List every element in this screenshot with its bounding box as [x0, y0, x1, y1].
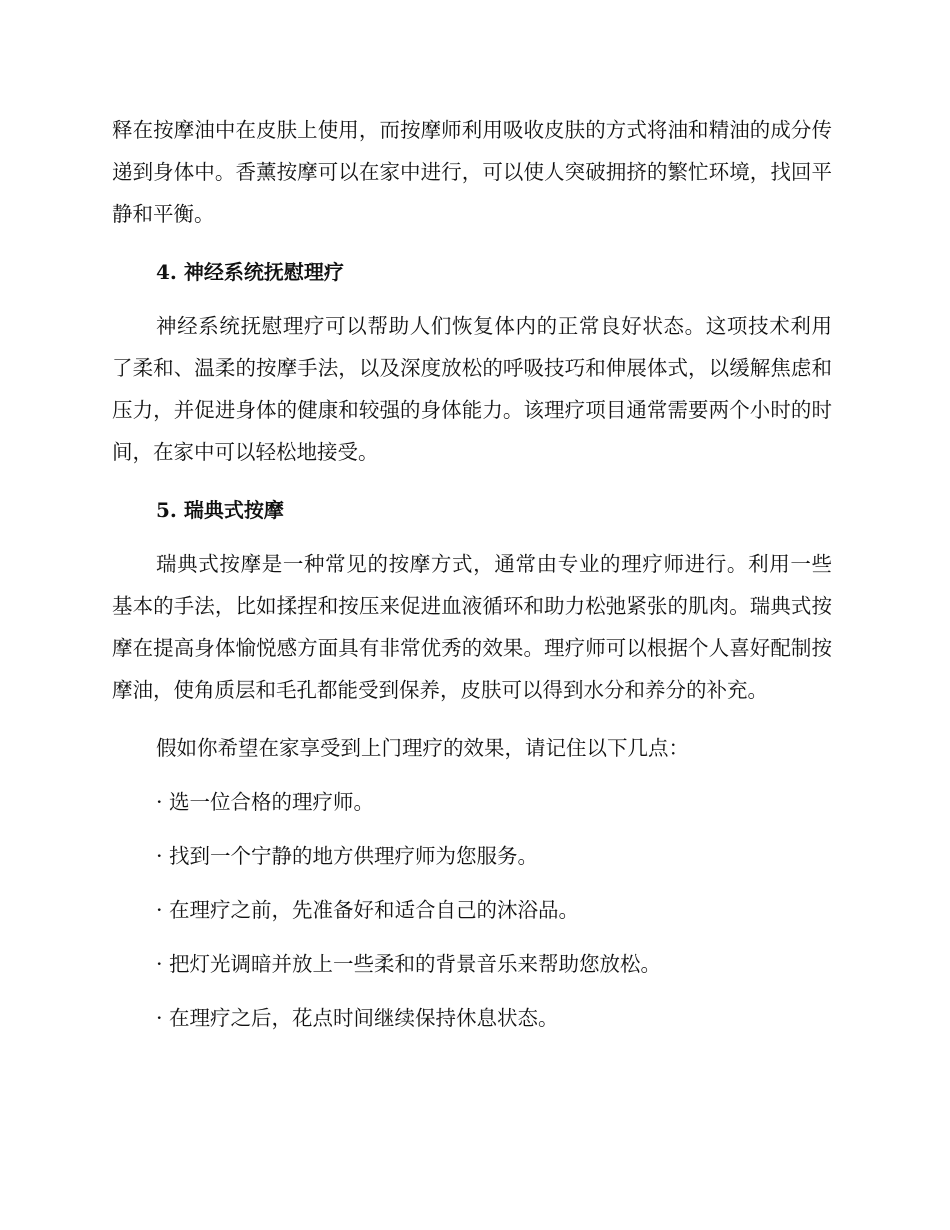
tip-item: · 把灯光调暗并放上一些柔和的背景音乐来帮助您放松。 [156, 952, 662, 976]
tip-item: · 在理疗之后，花点时间继续保持休息状态。 [156, 1006, 559, 1030]
section-5-heading: 5. 瑞典式按摩 [156, 498, 284, 522]
tip-item: · 在理疗之前，先准备好和适合自己的沐浴品。 [156, 898, 580, 922]
continuation-paragraph: 释在按摩油中在皮肤上使用，而按摩师利用吸收皮肤的方式将油和精油的成分传递到身体中。香薰按摩可以在家中进行，可以使人突破拥挤的繁忙环境，找回平静和平衡。 [112, 118, 832, 226]
section-4-heading: 4. 神经系统抚慰理疗 [156, 260, 344, 284]
tips-intro: 假如你希望在家享受到上门理疗的效果，请记住以下几点： [156, 736, 689, 760]
tips-list [112, 781, 832, 1039]
section-4-body: 神经系统抚慰理疗可以帮助人们恢复体内的正常良好状态。这项技术利用了柔和、温柔的按摩手法，以及深度放松的呼吸技巧和伸展体式，以缓解焦虑和压力，并促进身体的健康和较强的身体能力。该理疗项目通常需要两个小时的时间，在家中可以轻松地接受。 [112, 314, 832, 464]
tip-item: · 找到一个宁静的地方供理疗师为您服务。 [156, 844, 539, 868]
section-5-body: 瑞典式按摩是一种常见的按摩方式，通常由专业的理疗师进行。利用一些基本的手法，比如揉捏和按压来促进血液循环和助力松弛紧张的肌肉。瑞典式按摩在提高身体愉悦感方面具有非常优秀的效果。理疗师可以根据个人喜好配制按摩油，使角质层和毛孔都能受到保养，皮肤可以得到水分和养分的补充。 [112, 552, 832, 702]
tip-item: · 选一位合格的理疗师。 [156, 790, 375, 814]
document-page [112, 109, 832, 1039]
